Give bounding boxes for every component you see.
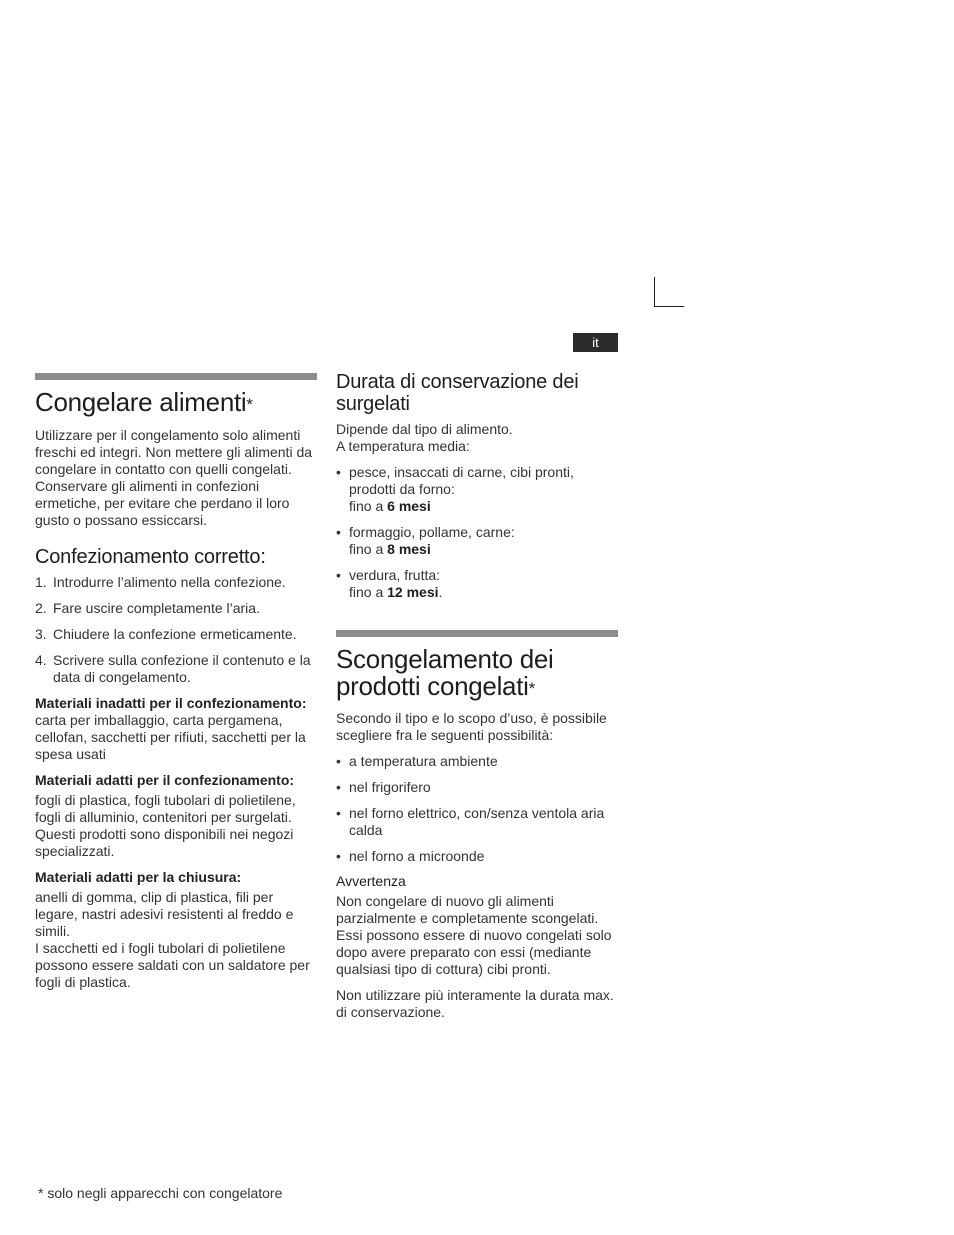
duration-list: [336, 464, 618, 601]
bullet-icon: •: [336, 567, 341, 583]
list-item: 4. Scrivere sulla confezione il contenuto e la data di congelamento.: [35, 652, 311, 685]
suitable-materials-label: Materiali adatti per il confezionamento:: [35, 772, 295, 788]
list-item: • formaggio, pollame, carne: fino a 8 mesi: [336, 524, 515, 557]
language-tab: it: [573, 333, 618, 352]
section-bar: [336, 630, 618, 637]
warning-text: Non congelare di nuovo gli alimenti parzialmente e completamente scongelati. Essi possono essere di nuovo congelati solo dopo avere preparato con essi (mediante qualsiasi tipo di cottura) cibi pronti.: [336, 893, 612, 977]
list-item: • verdura, frutta: fino a 12 mesi.: [336, 567, 443, 600]
duration-intro-1: Dipende dal tipo di alimento.: [336, 421, 513, 437]
section-bar: [35, 373, 317, 380]
list-item: • a temperatura ambiente: [336, 753, 498, 769]
list-item: 3. Chiudere la confezione ermeticamente.: [35, 626, 297, 642]
closure-materials-text: anelli di gomma, clip di plastica, fili per legare, nastri adesivi resistenti al freddo e simili.: [35, 889, 294, 939]
right-column: [336, 371, 618, 1021]
bullet-icon: •: [336, 779, 341, 795]
unsuitable-materials-text: carta per imballaggio, carta pergamena, cellofan, sacchetti per rifiuti, sacchetti per la spesa usati: [35, 712, 306, 762]
title-asterisk: *: [528, 679, 535, 698]
thaw-list: [336, 753, 618, 865]
footnote: * solo negli apparecchi con congelatore: [38, 1185, 283, 1201]
bullet-icon: •: [336, 848, 341, 864]
duration-intro-2: A temperatura media:: [336, 438, 470, 454]
title-text: Scongelamento dei prodotti congelati: [336, 644, 554, 701]
section-title-freezing: [35, 389, 317, 416]
duration-title: Durata di conservazione dei surgelati: [336, 371, 579, 415]
list-item: • pesce, insaccati di carne, cibi pronti, prodotti da forno: fino a 6 mesi: [336, 464, 574, 514]
bullet-icon: •: [336, 753, 341, 769]
final-note: Non utilizzare più interamente la durata max. di conservazione.: [336, 987, 614, 1020]
bullet-icon: •: [336, 464, 341, 480]
left-column: [35, 373, 317, 991]
closure-materials-note: I sacchetti ed i fogli tubolari di polietilene possono essere saldati con un saldatore per fogli di plastica.: [35, 940, 310, 990]
list-item: • nel frigorifero: [336, 779, 431, 795]
title-asterisk: *: [246, 395, 253, 414]
suitable-materials-text: fogli di plastica, fogli tubolari di polietilene, fogli di alluminio, contenitori per surgelati. Questi prodotti sono disponibili nei negozi specializzati.: [35, 792, 296, 859]
thaw-intro: Secondo il tipo e lo scopo d’uso, è possibile scegliere fra le seguenti possibilità:: [336, 710, 607, 743]
packaging-steps: [35, 574, 317, 686]
bullet-icon: •: [336, 805, 341, 821]
crop-corner-mark: [654, 277, 684, 307]
list-item: • nel forno elettrico, con/senza ventola aria calda: [336, 805, 605, 838]
list-item: 2. Fare uscire completamente l’aria.: [35, 600, 260, 616]
warning-label: Avvertenza: [336, 873, 406, 889]
freezing-intro: Utilizzare per il congelamento solo alimenti freschi ed integri. Non mettere gli alimenti da congelare in contatto con quelli congelati. Conservare gli alimenti in confezioni ermetiche, per evitare che perdano il loro gusto o possano essiccarsi.: [35, 427, 313, 528]
list-item: • nel forno a microonde: [336, 848, 485, 864]
packaging-subtitle: Confezionamento corretto:: [35, 546, 266, 568]
section-title-thawing: [336, 646, 618, 700]
closure-materials-label: Materiali adatti per la chiusura:: [35, 869, 242, 885]
bullet-icon: •: [336, 524, 341, 540]
list-item: 1. Introdurre l’alimento nella confezione.: [35, 574, 286, 590]
title-text: Congelare alimenti: [35, 387, 247, 417]
unsuitable-materials-label: Materiali inadatti per il confezionamento:: [35, 695, 307, 711]
